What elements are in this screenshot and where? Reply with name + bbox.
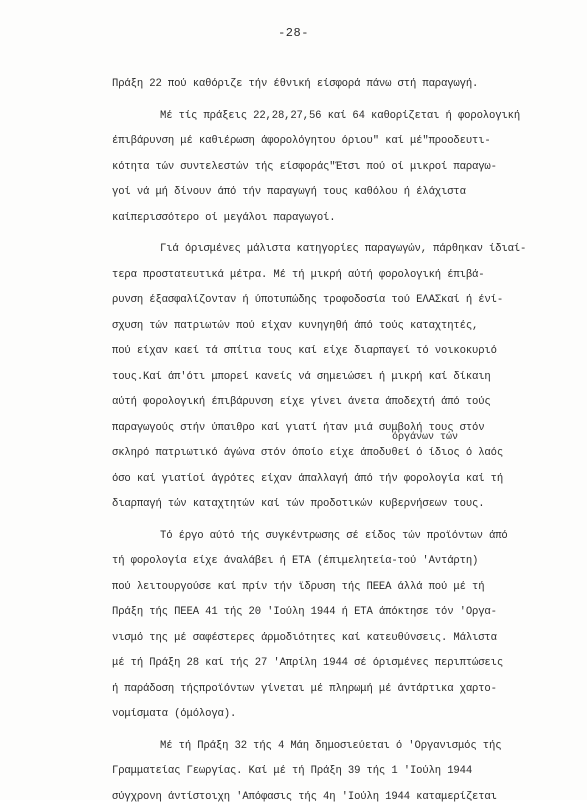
text-line: τους.Καί άπ'ότι μπορεί κανείς νά σημειώσει ή μικρή καί δίκαιη [112,365,564,391]
text-line: αύτή φορολογική έπιβάρυνση είχε γίνει άνετα άποδεχτή άπό τούς [112,390,564,416]
text-line: νισμό της μέ σαφέστερες άρμοδιότητες καί κατευθύνσεις. Μάλιστα [112,626,564,652]
text-line: Μέ τή Πράξη 32 τής 4 Μάη δημοσιεύεται ό 'Οργανισμός τής [112,734,564,760]
text-line: νομίσματα (όμόλογα). [112,702,564,728]
text-line: σύγχρονη άντίστοιχη 'Απόφασις τής 4η 'Ιούλη 1944 καταμερίζεται [112,785,564,810]
page-number: -28- [0,26,587,40]
text-line: πού είχαν καεί τά σπίτια τους καί είχε διαρπαγεί τό νοικοκυριό [112,339,564,365]
body-text [112,72,564,810]
text-line: έπιβάρυνση μέ καθιέρωση άφορολόγητου όριου" καί μέ"προοδευτι- [112,129,564,155]
text-line: Πράξη τής ΠΕΕΑ 41 τής 20 'Ιούλη 1944 ή ΕΤΑ άπόκτησε τόν 'Οργα- [112,600,564,626]
text-line: μέ τή Πράξη 28 καί τής 27 'Απρίλη 1944 σέ όρισμένες περιπτώσεις [112,651,564,677]
text-line: Γραμματείας Γεωργίας. Καί μέ τή Πράξη 39 τής 1 'Ιούλη 1944 [112,759,564,785]
text-line: ή παράδοση τήςπροϊόντων γίνεται μέ πληρωμή μέ άντάρτικα χαρτο- [112,677,564,703]
text-line: όσο καί γιατίοί άγρότες είχαν άπαλλαγή άπό τήν φορολογία καί τή [112,467,564,493]
interlinear-correction: όργάνων τών [392,432,458,443]
text-line: Πράξη 22 πού καθόριζε τήν έθνική είσφορά πάνω στή παραγωγή. [112,72,564,98]
text-line: τή φορολογία είχε άναλάβει ή ΕΤΑ (έπιμελητεία-τού 'Αντάρτη) [112,549,564,575]
text-line: κότητα τών συντελεστών τής είσφοράς"Έτσι πού οί μικροί παραγω- [112,155,564,181]
text-line: Τό έργο αύτό τής συγκέντρωσης σέ είδος τών προϊόντων άπό [112,524,564,550]
text-line: διαρπαγή τών καταχτητών καί τών προδοτικών κυβερνήσεων τους. [112,492,564,518]
text-line: σχυση τών πατριωτών πού είχαν κυνηγηθή άπό τούς καταχτητές, [112,314,564,340]
text-line: ρυνση έξασφαλίζονταν ή ύποτυπώδης τροφοδοσία τού ΕΛΑΣκαί ή ένί- [112,288,564,314]
text-line: πού λειτουργούσε καί πρίν τήν ϊδρυση τής ΠΕΕΑ άλλά πού μέ τή [112,575,564,601]
text-line: Γιά όρισμένες μάλιστα κατηγορίες παραγωγών, πάρθηκαν ίδιαί- [112,237,564,263]
text-line: τερα προστατευτικά μέτρα. Μέ τή μικρή αύτή φορολογική έπιβά- [112,263,564,289]
text-line: γοί νά μή δίνουν άπό τήν παραγωγή τους καθόλου ή έλάχιστα [112,180,564,206]
text-line: παραγωγούς στήν ύπαιθρο καί γιατί ήταν μιά συμβολή τους στόν [112,416,564,442]
text-line: καίπερισσότερο οί μεγάλοι παραγωγοί. [112,206,564,232]
text-line: σκληρό πατριωτικό άγώνα στόν όποίο είχε άποδυθεί ό ίδιος ό λαός [112,441,564,467]
text-line: Μέ τίς πράξεις 22,28,27,56 καί 64 καθορίζεται ή φορολογική [112,104,564,130]
